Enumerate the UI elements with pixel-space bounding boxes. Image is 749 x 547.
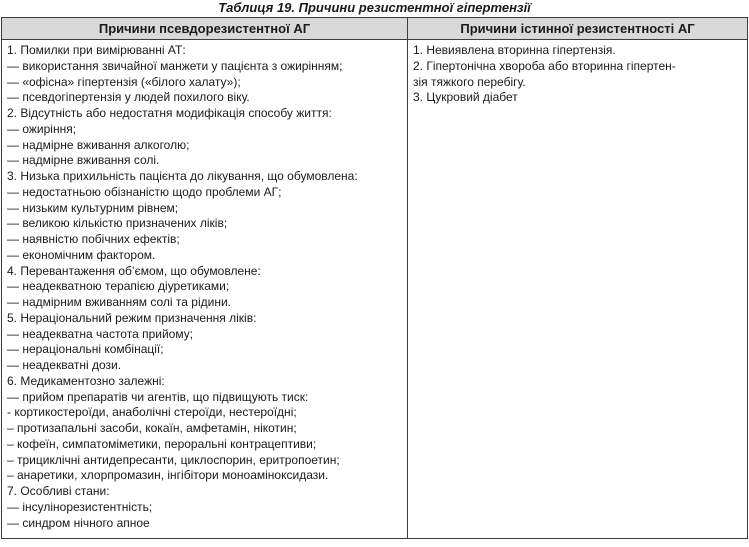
left-line: 2. Відсутність або недостатня модифікація способу життя: bbox=[7, 106, 332, 120]
left-line: 6. Медикаментозно залежні: bbox=[7, 373, 165, 388]
resistant-hypertension-table bbox=[1, 17, 748, 539]
left-line: – трициклічні антидепресанти, циклоспорин, еритропоетин; bbox=[7, 452, 340, 467]
left-line: — надмірним вживанням солі та рідини. bbox=[7, 295, 231, 309]
left-line: 3. Низька прихильність пацієнта до лікування, що обумовлена: bbox=[7, 169, 358, 183]
left-line: — низьким культурним рівнем; bbox=[7, 200, 179, 215]
left-line: — надмірне вживання солі. bbox=[7, 153, 160, 168]
left-line: 5. Нераціональний режим призначення ліків: bbox=[7, 310, 257, 325]
left-line: — неадекватні дози. bbox=[7, 358, 122, 372]
left-line: — неадекватною терапією діуретиками; bbox=[7, 279, 230, 294]
left-line: – анаретики, хлорпромазин, інгібітори моноаміноксидази. bbox=[7, 468, 329, 483]
left-line: - кортикостероїди, анаболічні стероїди, нестероїдні; bbox=[7, 405, 297, 420]
left-line: 1. Помилки при вимірюванні АТ: bbox=[7, 43, 186, 57]
left-line: — синдром нічного апное bbox=[7, 515, 150, 530]
left-line: — прийом препаратів чи агентів, що підвищують тиск: bbox=[7, 389, 309, 404]
right-line: 1. Невиявлена вторинна гіпертензія. bbox=[413, 43, 616, 57]
left-line: 4. Перевантаження об’ємом, що обумовлене: bbox=[7, 263, 261, 278]
left-line: — наявністю побічних ефектів; bbox=[7, 232, 180, 246]
left-line: 7. Особливі стани: bbox=[7, 484, 110, 498]
right-line: зія тяжкого перебігу. bbox=[413, 74, 526, 89]
body-row bbox=[2, 40, 748, 539]
header-row bbox=[2, 18, 748, 40]
left-line: — великою кількістю призначених ліків; bbox=[7, 216, 228, 231]
left-line: — ожиріння; bbox=[7, 121, 77, 136]
left-line: – кофеїн, симпатоміметики, пероральні контрацептиви; bbox=[7, 436, 317, 451]
header-pseudoresistant: Причини псевдорезистентної АГ bbox=[2, 18, 408, 40]
left-line: — надмірне вживання алкоголю; bbox=[7, 137, 190, 152]
true-resistance-causes-cell bbox=[408, 40, 748, 539]
left-line: — інсулінорезистентність; bbox=[7, 499, 153, 514]
left-line: — економічним фактором. bbox=[7, 247, 156, 262]
table-caption: Таблиця 19. Причини резистентної гіпертензії bbox=[218, 0, 531, 15]
left-line: — використання звичайної манжети у пацієнта з ожирінням; bbox=[7, 58, 343, 73]
left-line: – протизапальні засоби, кокаїн, амфетамін, нікотин; bbox=[7, 421, 297, 435]
left-line: — псевдогіпертензія у людей похилого віку. bbox=[7, 90, 250, 105]
right-line: 2. Гіпертонічна хвороба або вторинна гіпертен- bbox=[413, 58, 676, 73]
right-line: 3. Цукровий діабет bbox=[413, 90, 518, 105]
left-line: — нераціональні комбінації; bbox=[7, 342, 164, 357]
left-line: — «офісна» гіпертензія («білого халату»); bbox=[7, 74, 241, 89]
header-true-resistance: Причини істинної резистентності АГ bbox=[408, 18, 748, 40]
pseudoresistant-causes-cell bbox=[2, 40, 408, 539]
left-line: — неадекватна частота прийому; bbox=[7, 326, 194, 341]
left-line: — недостатньою обізнаністю щодо проблеми АГ; bbox=[7, 184, 282, 199]
